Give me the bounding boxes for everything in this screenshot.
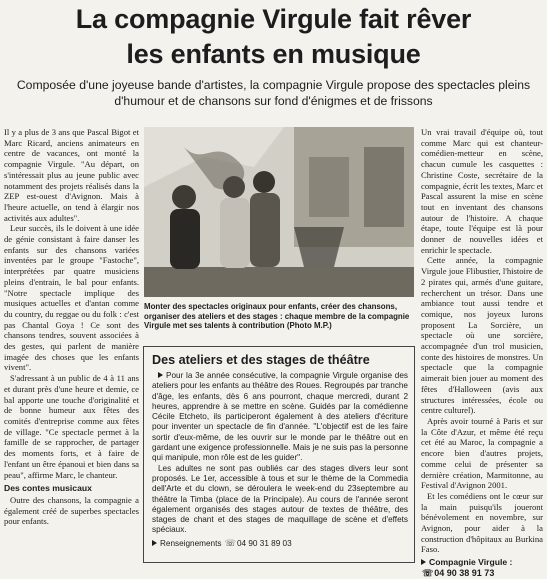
box-contact-phone: 04 90 31 89 03 bbox=[237, 538, 292, 548]
box-body bbox=[152, 371, 408, 536]
article-headline bbox=[0, 2, 547, 72]
left-paragraph: Outre des chansons, la compagnie a également créé de superbes spectacles pour enfants. bbox=[4, 494, 139, 527]
phone-icon: ☏ bbox=[422, 567, 434, 578]
triangle-bullet-icon bbox=[158, 372, 163, 378]
right-contact bbox=[421, 557, 543, 578]
right-contact-phone: 04 90 38 91 73 bbox=[434, 567, 495, 578]
box-paragraph-text: Pour la 3e année consécutive, la compagnie Virgule organise des ateliers pour les enfants au théâtre des Roues. Regroupés par tranche d'âge, les enfants, dès 6 ans pourront, chaque mercredi, durant 2 heures, apprendre à se mettre en scène. Guidés par la comédienne Cécile Etcheto, ils participeront également à des ateliers d'écriture pour inventer un spectacle de fin d'année. "L'objectif est de les faire sortir d'eux-même, de les ouvrir sur le monde par le théâtre out en gardant une exigence professionnelle. Mais je ne suis pas la personne qui manipule, mon rôle est de les guider". bbox=[152, 371, 408, 463]
right-contact-label: Compagnie Virgule : bbox=[429, 557, 513, 568]
photo-illustration bbox=[144, 127, 414, 297]
box-contact-label: Renseignements bbox=[160, 538, 222, 548]
right-paragraph: Cette année, la compagnie Virgule joue Flibustier, l'histoire de 2 pirates qui, armés d'une guitare, recherchent un trésor. Dans une ambiance tout aussi tendre et comique, nos joyeux lurons proposent La Sorcière, un spectacle où une sorcière, accompagnée d'un trol musicien, conte des histoires de monstres. Un spectacle que la compagnie aimerait bien jouer au moment des fêtes d'Halloween (avis aux structures intéressées, école ou centre culturel). bbox=[421, 255, 543, 416]
left-paragraph: S'adressant à un public de 4 à 11 ans et durant près d'une heure et demie, ce bal apporte une touche d'originalité et de bonne humeur aux fêtes des comités d'entreprise comme aux fêtes de village. "Ce spectacle permet à la famille de se rapprocher, de partager des moments forts, et à faire de l'enfant un être épanoui et bien dans sa peau", affirme Marc, le chanteur. bbox=[4, 373, 139, 480]
article-subtitle: Composée d'une joyeuse bande d'artistes, la compagnie Virgule propose des spectacles pleins d'humour et de chansons sur fond d'énigmes et de frissons bbox=[16, 78, 531, 108]
headline-line-1: La compagnie Virgule fait rêver bbox=[75, 4, 472, 34]
right-column bbox=[421, 127, 543, 579]
box-contact bbox=[152, 538, 408, 549]
box-title: Des ateliers et des stages de théâtre bbox=[152, 353, 370, 367]
phone-icon: ☏ bbox=[224, 537, 236, 548]
left-paragraph: Il y a plus de 3 ans que Pascal Bigot et Marc Ricard, anciens animateurs en centre de vacances, ont monté la compagnie Virgule. "Au départ, on s'intéressait plus au jeune public avec notamment des projets réalisés dans la ZEP est-ouest d'Avignon. Mais à l'heure actuelle, on tend à élargir nos activités aux adultes". bbox=[4, 127, 139, 223]
right-paragraph: Après avoir tourné à Paris et sur la Côte d'Azur, et même été reçu cet été au Maroc, la compagnie a encore bien d'autres projets, comme celui de présenter sa dernière création, Marmitonne, au Festival d'Avignon 2001. bbox=[421, 415, 543, 491]
left-subhead: Des contes musicaux bbox=[4, 483, 92, 494]
left-paragraph: Leur succès, ils le doivent à une idée de génie consistant à faire danser les enfants sur des chansons variées inventées par le groupe "Fastoche", interprétées par quatre musiciens pleins d'entrain, le bal pour enfants. "Notre spectacle implique des musiques actuelles et d'antan comme du country, du reggae ou du folk : c'est pas Chantal Goya ! Ce sont des chansons tendres, souvent associées à des gestes, qui parlent de manière imagée des choses que les enfants vivent". bbox=[4, 223, 139, 373]
triangle-bullet-icon bbox=[152, 540, 157, 546]
headline-line-2: les enfants en musique bbox=[126, 39, 421, 69]
triangle-bullet-icon bbox=[421, 559, 426, 565]
photo-caption bbox=[144, 302, 414, 331]
photo-credit: (Photo M.P.) bbox=[286, 321, 332, 331]
right-paragraph: Un vrai travail d'équipe où, tout comme Marc qui est chanteur-comédien-metteur en scène, chacun cumule les casquettes : Christine Coste, secrétaire de la compagnie, écrit les textes, Marc et Pascal assurent la mise en scène tout en inventant des chansons autour de l'histoire. A chaque étape, toute l'équipe est là pour donner de nouvelles idées et enrichir le spectacle. bbox=[421, 127, 543, 255]
left-column bbox=[4, 127, 139, 527]
photo-caption-text: Monter des spectacles originaux pour enfants, créer des chansons, organiser des ateliers et des stages : chaque membre de la compagnie Virgule met ses talents à contribution bbox=[144, 302, 410, 331]
workshops-box bbox=[143, 346, 415, 563]
box-paragraph bbox=[152, 371, 408, 464]
article-photo bbox=[144, 127, 414, 297]
right-paragraph: Et les comédiens ont le cœur sur la main puisqu'ils joueront bénévolement en novembre, sur Avignon, pour aider à la construction d'hôpitaux au Burkina Faso. bbox=[421, 490, 543, 555]
box-paragraph: Les adultes ne sont pas oubliés car des stages divers leur sont proposés. Le 1er, accessible à tous et sur le thème de la Commedia dell'Arte et du clown, se déroulera le week-end du 23septembre au théâtre la Timba (place de la Principale). Au cours de l'année seront également organisés des stages autour de textes de théâtre, des stages de chant et des stages de maquillage de scène et d'effets spéciaux. bbox=[152, 463, 408, 535]
